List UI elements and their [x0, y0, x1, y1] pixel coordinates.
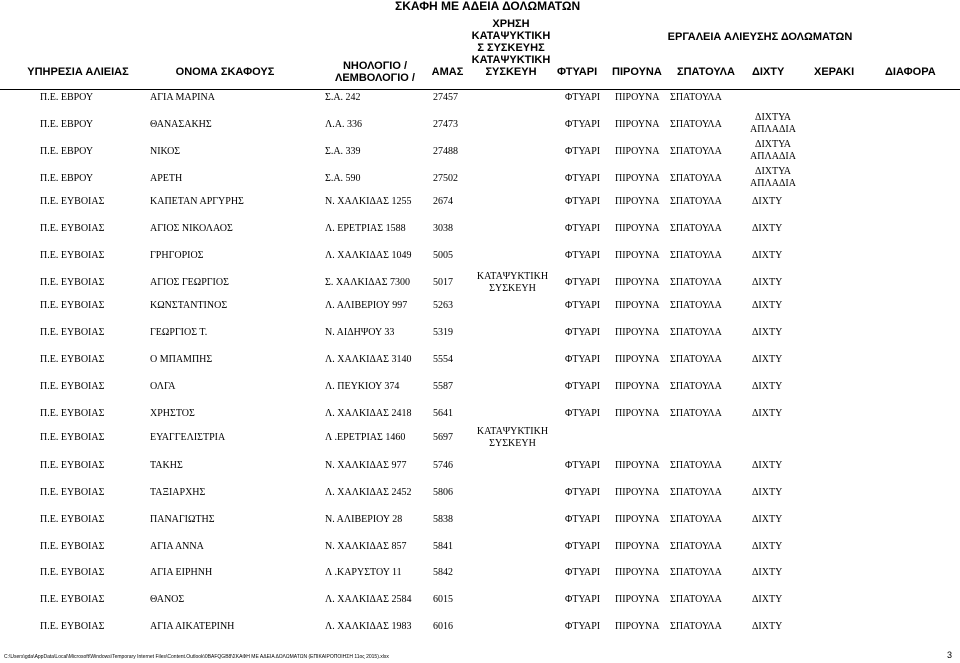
- cell-spatula: ΣΠΑΤΟΥΛΑ: [670, 354, 722, 365]
- cell-amas: 5587: [433, 381, 453, 392]
- cell-fork: ΠΙΡΟΥΝΑ: [615, 223, 660, 234]
- cell-service: Π.Ε. ΕΥΒΟΙΑΣ: [40, 327, 105, 338]
- cell-shovel: ΦΤΥΑΡΙ: [565, 173, 601, 184]
- cell-fork: ΠΙΡΟΥΝΑ: [615, 381, 660, 392]
- cell-vessel-name: ΧΡΗΣΤΟΣ: [150, 408, 195, 419]
- cell-amas: 6016: [433, 621, 453, 632]
- cell-service: Π.Ε. ΕΥΒΟΙΑΣ: [40, 250, 105, 261]
- cell-fork: ΠΙΡΟΥΝΑ: [615, 173, 660, 184]
- cell-registry: Λ.Α. 336: [325, 119, 362, 130]
- cell-service: Π.Ε. ΕΥΒΟΙΑΣ: [40, 514, 105, 525]
- cell-registry: Σ.Α. 242: [325, 92, 361, 103]
- cell-spatula: ΣΠΑΤΟΥΛΑ: [670, 567, 722, 578]
- header-vessel-name: ΟΝΟΜΑ ΣΚΑΦΟΥΣ: [175, 66, 275, 78]
- cell-fork: ΠΙΡΟΥΝΑ: [615, 460, 660, 471]
- cell-vessel-name: ΟΛΓΑ: [150, 381, 176, 392]
- cell-shovel: ΦΤΥΑΡΙ: [565, 514, 601, 525]
- cell-shovel: ΦΤΥΑΡΙ: [565, 381, 601, 392]
- header-freezer-line5: ΣΥΣΚΕΥΗ: [485, 66, 537, 78]
- header-freezer-line2: ΚΑΤΑΨΥΚΤΙΚΗ: [471, 30, 551, 42]
- cell-spatula: ΣΠΑΤΟΥΛΑ: [670, 300, 722, 311]
- cell-shovel: ΦΤΥΑΡΙ: [565, 300, 601, 311]
- cell-vessel-name: ΕΥΑΓΓΕΛΙΣΤΡΙΑ: [150, 432, 226, 443]
- cell-amas: 27457: [433, 92, 458, 103]
- cell-service: Π.Ε. ΕΥΒΟΙΑΣ: [40, 541, 105, 552]
- file-path-footer: C:\Users\gda\AppData\Local\Microsoft\Windows\Temporary Internet Files\Content.Outlook\0BAFQGB8\ΣΚΑΦΗ ΜΕ ΑΔΕΙΑ ΔΟΛΩΜΑΤΩΝ (ΕΠΙΚΑΙΡΟΠΟΙΗΣΗ 11ος 2015).xlsx: [4, 654, 389, 660]
- cell-vessel-name: ΑΓΙΑ ΑΙΚΑΤΕΡΙΝΗ: [150, 621, 235, 632]
- cell-amas: 6015: [433, 594, 453, 605]
- cell-fork: ΠΙΡΟΥΝΑ: [615, 408, 660, 419]
- header-tool-shovel: ΦΤΥΑΡΙ: [557, 66, 598, 78]
- cell-spatula: ΣΠΑΤΟΥΛΑ: [670, 408, 722, 419]
- cell-spatula: ΣΠΑΤΟΥΛΑ: [670, 173, 722, 184]
- cell-fork: ΠΙΡΟΥΝΑ: [615, 196, 660, 207]
- cell-spatula: ΣΠΑΤΟΥΛΑ: [670, 250, 722, 261]
- header-freezer-line4: ΚΑΤΑΨΥΚΤΙΚΗ: [471, 54, 551, 66]
- cell-fork: ΠΙΡΟΥΝΑ: [615, 300, 660, 311]
- cell-net: ΔΙΧΤΥ: [752, 196, 783, 207]
- cell-net: ΔΙΧΤΥ: [752, 327, 783, 338]
- cell-spatula: ΣΠΑΤΟΥΛΑ: [670, 327, 722, 338]
- cell-vessel-name: ΚΩΝΣΤΑΝΤΙΝΟΣ: [150, 300, 228, 311]
- cell-shovel: ΦΤΥΑΡΙ: [565, 487, 601, 498]
- cell-fork: ΠΙΡΟΥΝΑ: [615, 567, 660, 578]
- cell-net: ΔΙΧΤΥ: [752, 567, 783, 578]
- cell-fork: ΠΙΡΟΥΝΑ: [615, 621, 660, 632]
- cell-spatula: ΣΠΑΤΟΥΛΑ: [670, 460, 722, 471]
- cell-shovel: ΦΤΥΑΡΙ: [565, 460, 601, 471]
- cell-service: Π.Ε. ΕΥΒΟΙΑΣ: [40, 487, 105, 498]
- cell-spatula: ΣΠΑΤΟΥΛΑ: [670, 277, 722, 288]
- cell-registry: Λ. ΧΑΛΚΙΔΑΣ 2452: [325, 487, 412, 498]
- cell-vessel-name: ΚΑΠΕΤΑΝ ΑΡΓΥΡΗΣ: [150, 196, 244, 207]
- cell-vessel-name: Ο ΜΠΑΜΠΗΣ: [150, 354, 213, 365]
- cell-spatula: ΣΠΑΤΟΥΛΑ: [670, 92, 722, 103]
- cell-amas: 5842: [433, 567, 453, 578]
- cell-shovel: ΦΤΥΑΡΙ: [565, 327, 601, 338]
- cell-spatula: ΣΠΑΤΟΥΛΑ: [670, 381, 722, 392]
- cell-vessel-name: ΑΓΙΑ ΑΝΝΑ: [150, 541, 204, 552]
- cell-fork: ΠΙΡΟΥΝΑ: [615, 541, 660, 552]
- cell-fork: ΠΙΡΟΥΝΑ: [615, 92, 660, 103]
- cell-shovel: ΦΤΥΑΡΙ: [565, 408, 601, 419]
- cell-net: ΔΙΧΤΥ: [752, 250, 783, 261]
- cell-net: ΔΙΧΤΥ: [752, 300, 783, 311]
- cell-vessel-name: ΑΓΙΟΣ ΓΕΩΡΓΙΟΣ: [150, 277, 229, 288]
- cell-spatula: ΣΠΑΤΟΥΛΑ: [670, 119, 722, 130]
- cell-vessel-name: ΠΑΝΑΓΙΩΤΗΣ: [150, 514, 215, 525]
- cell-service: Π.Ε. ΕΥΒΟΙΑΣ: [40, 300, 105, 311]
- header-registry-line1: ΝΗΟΛΟΓΙΟ /: [342, 60, 408, 72]
- cell-shovel: ΦΤΥΑΡΙ: [565, 146, 601, 157]
- cell-service: Π.Ε. ΕΒΡΟΥ: [40, 173, 94, 184]
- cell-amas: 5017: [433, 277, 453, 288]
- cell-net: ΔΙΧΤΥΑ ΑΠΛΑΔΙΑ: [750, 166, 796, 189]
- sheet-title: ΣΚΑΦΗ ΜΕ ΑΔΕΙΑ ΔΟΛΩΜΑΤΩΝ: [395, 0, 581, 13]
- cell-fork: ΠΙΡΟΥΝΑ: [615, 514, 660, 525]
- header-amas: ΑΜΑΣ: [431, 66, 464, 78]
- cell-net: ΔΙΧΤΥ: [752, 223, 783, 234]
- cell-net: ΔΙΧΤΥ: [752, 460, 783, 471]
- cell-amas: 5838: [433, 514, 453, 525]
- cell-registry: Ν. ΧΑΛΚΙΔΑΣ 1255: [325, 196, 412, 207]
- cell-net: ΔΙΧΤΥ: [752, 277, 783, 288]
- cell-fork: ΠΙΡΟΥΝΑ: [615, 146, 660, 157]
- cell-registry: Σ.Α. 339: [325, 146, 361, 157]
- cell-service: Π.Ε. ΕΥΒΟΙΑΣ: [40, 381, 105, 392]
- cell-spatula: ΣΠΑΤΟΥΛΑ: [670, 621, 722, 632]
- cell-spatula: ΣΠΑΤΟΥΛΑ: [670, 487, 722, 498]
- header-service: ΥΠΗΡΕΣΙΑ ΑΛΙΕΙΑΣ: [27, 66, 129, 78]
- cell-shovel: ΦΤΥΑΡΙ: [565, 223, 601, 234]
- cell-fork: ΠΙΡΟΥΝΑ: [615, 277, 660, 288]
- cell-net: ΔΙΧΤΥΑ ΑΠΛΑΔΙΑ: [750, 139, 796, 162]
- cell-amas: 5319: [433, 327, 453, 338]
- cell-amas: 5697: [433, 432, 453, 443]
- cell-service: Π.Ε. ΕΥΒΟΙΑΣ: [40, 594, 105, 605]
- cell-net: ΔΙΧΤΥ: [752, 514, 783, 525]
- cell-service: Π.Ε. ΕΒΡΟΥ: [40, 146, 94, 157]
- header-tool-spatula: ΣΠΑΤΟΥΛΑ: [677, 66, 735, 78]
- cell-net: ΔΙΧΤΥ: [752, 354, 783, 365]
- cell-spatula: ΣΠΑΤΟΥΛΑ: [670, 594, 722, 605]
- cell-registry: Ν. ΧΑΛΚΙΔΑΣ 977: [325, 460, 407, 471]
- cell-registry: Λ .ΕΡΕΤΡΙΑΣ 1460: [325, 432, 406, 443]
- header-freezer-line3: Σ ΣΥΣΚΕΥΗΣ: [477, 42, 545, 54]
- cell-service: Π.Ε. ΕΥΒΟΙΑΣ: [40, 223, 105, 234]
- cell-shovel: ΦΤΥΑΡΙ: [565, 594, 601, 605]
- cell-spatula: ΣΠΑΤΟΥΛΑ: [670, 196, 722, 207]
- cell-service: Π.Ε. ΕΥΒΟΙΑΣ: [40, 460, 105, 471]
- header-tool-net: ΔΙΧΤΥ: [752, 66, 785, 78]
- cell-net: ΔΙΧΤΥΑ ΑΠΛΑΔΙΑ: [750, 112, 796, 135]
- cell-registry: Ν. ΑΙΔΗΨΟΥ 33: [325, 327, 395, 338]
- cell-registry: Ν. ΧΑΛΚΙΔΑΣ 857: [325, 541, 407, 552]
- cell-service: Π.Ε. ΕΒΡΟΥ: [40, 119, 94, 130]
- cell-vessel-name: ΑΓΙΑ ΕΙΡΗΝΗ: [150, 567, 213, 578]
- cell-amas: 27473: [433, 119, 458, 130]
- cell-vessel-name: ΘΑΝΑΣΑΚΗΣ: [150, 119, 212, 130]
- cell-freezer: ΚΑΤΑΨΥΚΤΙΚΗ ΣΥΣΚΕΥΗ: [476, 426, 549, 449]
- cell-shovel: ΦΤΥΑΡΙ: [565, 92, 601, 103]
- cell-amas: 5841: [433, 541, 453, 552]
- cell-freezer: ΚΑΤΑΨΥΚΤΙΚΗ ΣΥΣΚΕΥΗ: [476, 271, 549, 294]
- cell-fork: ΠΙΡΟΥΝΑ: [615, 354, 660, 365]
- cell-service: Π.Ε. ΕΥΒΟΙΑΣ: [40, 196, 105, 207]
- cell-amas: 2674: [433, 196, 453, 207]
- header-freezer-line1: ΧΡΗΣΗ: [492, 18, 530, 30]
- cell-net: ΔΙΧΤΥ: [752, 381, 783, 392]
- cell-registry: Λ. ΧΑΛΚΙΔΑΣ 2418: [325, 408, 412, 419]
- cell-vessel-name: ΑΡΕΤΗ: [150, 173, 183, 184]
- cell-registry: Ν. ΑΛΙΒΕΡΙΟΥ 28: [325, 514, 403, 525]
- cell-registry: Λ. ΧΑΛΚΙΔΑΣ 2584: [325, 594, 412, 605]
- cell-vessel-name: ΝΙΚΟΣ: [150, 146, 181, 157]
- cell-vessel-name: ΓΕΩΡΓΙΟΣ Τ.: [150, 327, 208, 338]
- cell-amas: 3038: [433, 223, 453, 234]
- cell-net: ΔΙΧΤΥ: [752, 408, 783, 419]
- cell-service: Π.Ε. ΕΥΒΟΙΑΣ: [40, 567, 105, 578]
- cell-shovel: ΦΤΥΑΡΙ: [565, 621, 601, 632]
- cell-shovel: ΦΤΥΑΡΙ: [565, 541, 601, 552]
- cell-vessel-name: ΓΡΗΓΟΡΙΟΣ: [150, 250, 204, 261]
- cell-registry: Λ. ΠΕΥΚΙΟΥ 374: [325, 381, 400, 392]
- cell-vessel-name: ΤΑΞΙΑΡΧΗΣ: [150, 487, 206, 498]
- cell-spatula: ΣΠΑΤΟΥΛΑ: [670, 514, 722, 525]
- cell-amas: 5554: [433, 354, 453, 365]
- header-tools-group: ΕΡΓΑΛΕΙΑ ΑΛΙΕΥΣΗΣ ΔΟΛΩΜΑΤΩΝ: [667, 31, 853, 43]
- cell-registry: Σ. ΧΑΛΚΙΔΑΣ 7300: [325, 277, 411, 288]
- cell-shovel: ΦΤΥΑΡΙ: [565, 119, 601, 130]
- cell-registry: Λ. ΧΑΛΚΙΔΑΣ 1049: [325, 250, 412, 261]
- cell-registry: Σ.Α. 590: [325, 173, 361, 184]
- cell-spatula: ΣΠΑΤΟΥΛΑ: [670, 541, 722, 552]
- cell-registry: Λ. ΕΡΕΤΡΙΑΣ 1588: [325, 223, 406, 234]
- header-registry-line2: ΛΕΜΒΟΛΟΓΙΟ /: [335, 72, 415, 84]
- cell-service: Π.Ε. ΕΒΡΟΥ: [40, 92, 94, 103]
- cell-service: Π.Ε. ΕΥΒΟΙΑΣ: [40, 277, 105, 288]
- cell-registry: Λ. ΑΛΙΒΕΡΙΟΥ 997: [325, 300, 408, 311]
- cell-amas: 5005: [433, 250, 453, 261]
- cell-service: Π.Ε. ΕΥΒΟΙΑΣ: [40, 621, 105, 632]
- cell-amas: 27502: [433, 173, 458, 184]
- cell-registry: Λ. ΧΑΛΚΙΔΑΣ 1983: [325, 621, 412, 632]
- cell-registry: Λ .ΚΑΡΥΣΤΟΥ 11: [325, 567, 402, 578]
- cell-net: ΔΙΧΤΥ: [752, 621, 783, 632]
- cell-registry: Λ. ΧΑΛΚΙΔΑΣ 3140: [325, 354, 412, 365]
- cell-vessel-name: ΑΓΙΑ ΜΑΡΙΝΑ: [150, 92, 215, 103]
- cell-net: ΔΙΧΤΥ: [752, 541, 783, 552]
- cell-amas: 5746: [433, 460, 453, 471]
- cell-net: ΔΙΧΤΥ: [752, 487, 783, 498]
- header-tool-hand: ΧΕΡΑΚΙ: [814, 66, 855, 78]
- cell-fork: ΠΙΡΟΥΝΑ: [615, 487, 660, 498]
- cell-service: Π.Ε. ΕΥΒΟΙΑΣ: [40, 408, 105, 419]
- cell-amas: 5641: [433, 408, 453, 419]
- cell-service: Π.Ε. ΕΥΒΟΙΑΣ: [40, 432, 105, 443]
- cell-spatula: ΣΠΑΤΟΥΛΑ: [670, 146, 722, 157]
- cell-amas: 5263: [433, 300, 453, 311]
- cell-fork: ΠΙΡΟΥΝΑ: [615, 594, 660, 605]
- cell-shovel: ΦΤΥΑΡΙ: [565, 567, 601, 578]
- cell-service: Π.Ε. ΕΥΒΟΙΑΣ: [40, 354, 105, 365]
- cell-amas: 5806: [433, 487, 453, 498]
- header-tool-other: ΔΙΑΦΟΡΑ: [885, 66, 936, 78]
- cell-spatula: ΣΠΑΤΟΥΛΑ: [670, 223, 722, 234]
- page-number: 3: [947, 650, 953, 660]
- cell-vessel-name: ΤΑΚΗΣ: [150, 460, 183, 471]
- cell-amas: 27488: [433, 146, 458, 157]
- cell-shovel: ΦΤΥΑΡΙ: [565, 196, 601, 207]
- cell-fork: ΠΙΡΟΥΝΑ: [615, 327, 660, 338]
- cell-vessel-name: ΑΓΙΟΣ ΝΙΚΟΛΑΟΣ: [150, 223, 233, 234]
- cell-shovel: ΦΤΥΑΡΙ: [565, 277, 601, 288]
- cell-net: ΔΙΧΤΥ: [752, 594, 783, 605]
- header-tool-fork: ΠΙΡΟΥΝΑ: [612, 66, 662, 78]
- cell-fork: ΠΙΡΟΥΝΑ: [615, 119, 660, 130]
- header-divider: [0, 89, 960, 90]
- cell-shovel: ΦΤΥΑΡΙ: [565, 250, 601, 261]
- cell-fork: ΠΙΡΟΥΝΑ: [615, 250, 660, 261]
- cell-shovel: ΦΤΥΑΡΙ: [565, 354, 601, 365]
- cell-vessel-name: ΘΑΝΟΣ: [150, 594, 185, 605]
